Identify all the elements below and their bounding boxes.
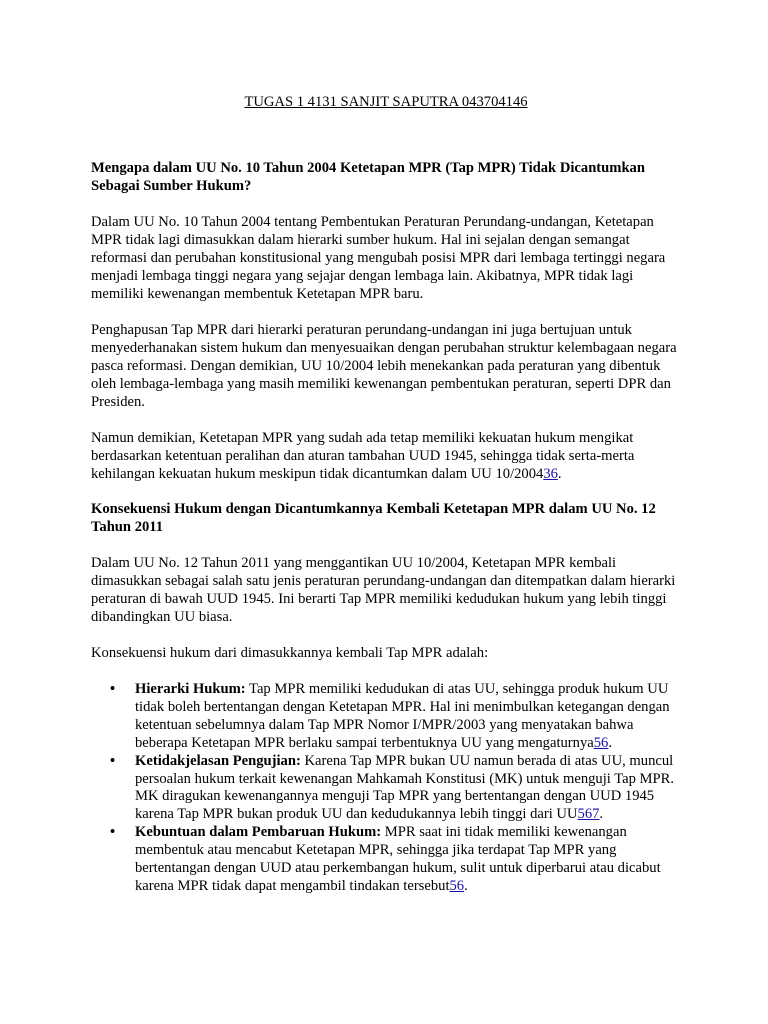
section1-heading: Mengapa dalam UU No. 10 Tahun 2004 Ketetapan MPR (Tap MPR) Tidak Dicantumkan Sebagai Sumber Hukum? [91,160,645,194]
list-item-text: Karena Tap MPR bukan UU namun berada di atas UU, muncul persoalan hukum terkait kewenangan Mahkamah Konstitusi (MK) untuk menguji Tap MPR. MK diragukan kewenangannya menguji Tap MPR yang bertentangan dengan UUD 1945 karena Tap MPR bukan produk UU dan kedudukannya lebih tinggi dari UU [135,752,674,823]
footnote-link[interactable]: 36 [543,465,558,482]
sentence-end: . [599,806,604,823]
section2-paragraph-1: Dalam UU No. 12 Tahun 2011 yang menggantikan UU 10/2004, Ketetapan MPR kembali dimasukkan sebagai salah satu jenis peraturan perundang-undangan dan ditempatkan dalam hierarki peraturan di bawah UUD 1945. Ini berarti Tap MPR memiliki kedudukan hukum yang lebih tinggi dibandingkan UU biasa. [91,555,676,625]
footnote-link[interactable]: 56 [593,734,609,751]
section2-paragraph-2: Konsekuensi hukum dari dimasukkannya kembali Tap MPR adalah: [91,645,489,661]
section2-heading: Konsekuensi Hukum dengan Dicantumkannya Kembali Ketetapan MPR dalam UU No. 12 Tahun 2011 [91,501,656,535]
list-item-label: Kebuntuan dalam Pembaruan Hukum: [135,824,382,841]
footnote-link[interactable]: 567 [577,806,600,823]
section1-paragraph-1: Dalam UU No. 10 Tahun 2004 tentang Pembentukan Peraturan Perundang-undangan, Ketetapan MPR tidak lagi dimasukkan dalam hierarki sumber hukum. Hal ini sejalan dengan semangat reformasi dan perubahan konstitusional yang mengubah posisi MPR dari lembaga tertinggi negara menjadi lembaga tinggi negara yang sejajar dengan lembaga lain. Akibatnya, MPR tidak lagi memiliki kewenangan membentuk Ketetapan MPR baru. [91,214,666,302]
footnote-link[interactable]: 56 [449,877,465,894]
bullet-icon: • [110,824,116,841]
section1-paragraph-2: Penghapusan Tap MPR dari hierarki peraturan perundang-undangan ini juga bertujuan untuk menyederhanakan sistem hukum dan menyesuaikan dengan perubahan struktur kelembagaan negara pasca reformasi. Dengan demikian, UU 10/2004 lebih menekankan pada peraturan yang dibentuk oleh lembaga-lembaga yang masih memiliki kewenangan pembentukan peraturan, seperti DPR dan Presiden. [91,322,677,410]
list-item [91,753,681,825]
sentence-end: . [557,465,562,482]
list-item-label: Ketidakjelasan Pengujian: [135,752,301,769]
list-item-text: Tap MPR memiliki kedudukan di atas UU, sehingga produk hukum UU tidak boleh bertentangan dengan Ketetapan MPR. Hal ini menimbulkan ketegangan dengan ketentuan sebelumnya dalam Tap MPR Nomor I/MPR/2003 yang menyatakan bahwa beberapa Ketetapan MPR berlaku sampai terbentuknya UU yang mengaturnya [135,681,670,751]
bullet-icon: • [110,752,116,769]
list-item [91,681,681,753]
sentence-end: . [464,877,468,894]
bullet-icon: • [110,681,116,697]
document-title: TUGAS 1 4131 SANJIT SAPUTRA 043704146 [244,94,528,110]
list-item-label: Hierarki Hukum: [135,681,246,697]
list-item [91,824,681,896]
section1-paragraph-3-text: Namun demikian, Ketetapan MPR yang sudah ada tetap memiliki kekuatan hukum mengikat berdasarkan ketentuan peralihan dan aturan tambahan UUD 1945, sehingga tidak serta-merta kehilangan kekuatan hukum meskipun tidak dicantumkan dalam UU 10/2004 [91,430,635,482]
consequence-list [91,681,681,896]
list-item-text: MPR saat ini tidak memiliki kewenangan membentuk atau mencabut Ketetapan MPR, sehingga jika terdapat Tap MPR yang bertentangan dengan UUD atau perkembangan hukum, sulit untuk diperbarui atau dicabut karena MPR tidak dapat mengambil tindakan tersebut [135,824,661,894]
sentence-end: . [608,734,612,751]
section1-paragraph-3 [91,430,681,484]
